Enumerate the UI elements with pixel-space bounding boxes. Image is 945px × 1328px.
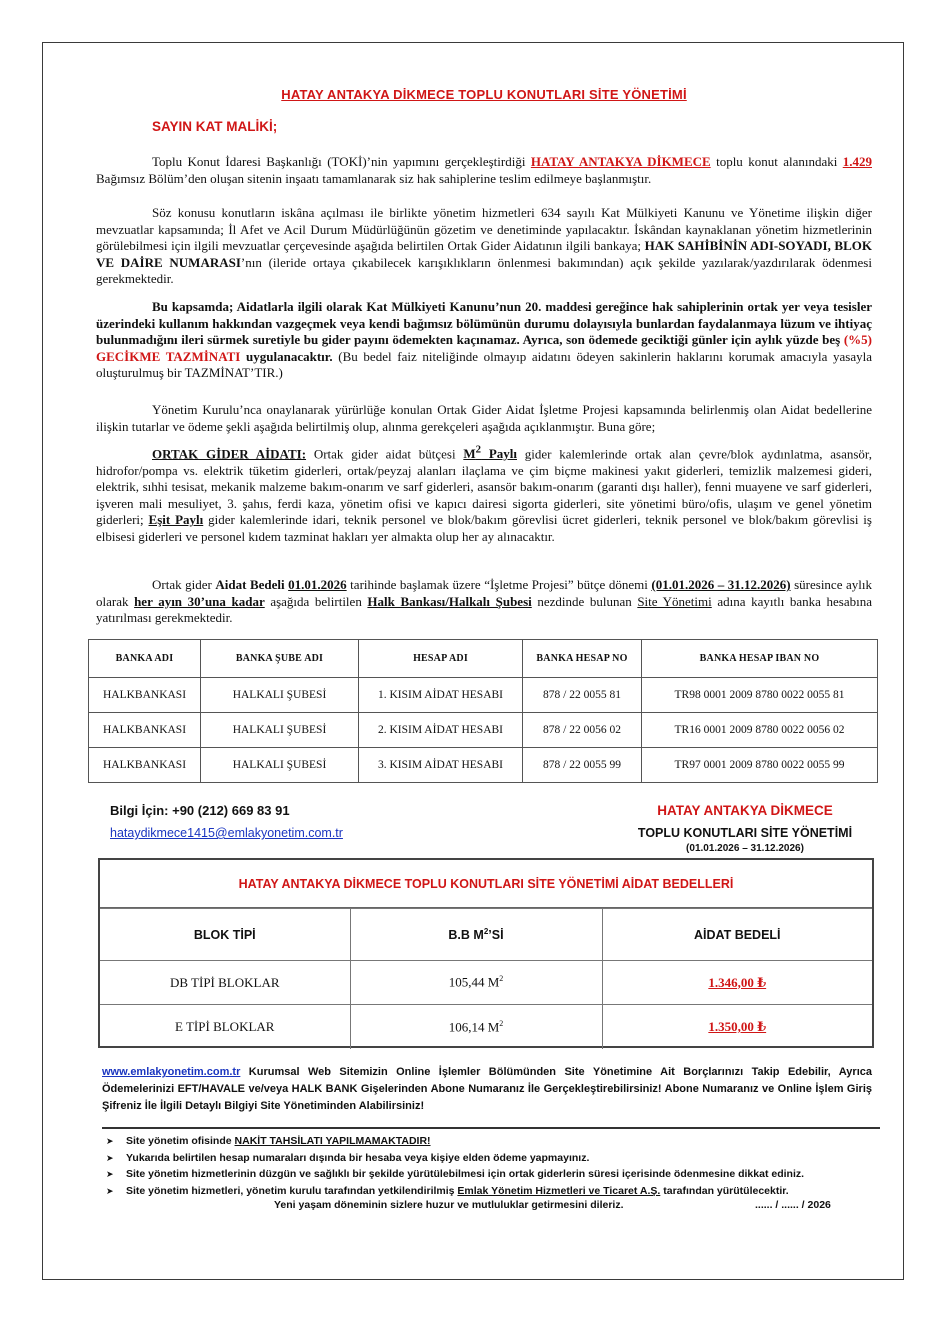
paragraph-payment: Ortak gider Aidat Bedeli 01.01.2026 tarihinde başlamak üzere “İşletme Projesi” bütçe dönemi (01.01.2026 – 31.12.2026) süresince aylık olarak her ayın 30’una kadar aşağıda belirtilen Halk Bankası/Halkalı Şubesi nezdinde bulunan Site Yönetimi adına kayıtlı banka hesabına yatırılması gerekmektedir. bbox=[96, 577, 872, 625]
account-name: 3. KISIM AİDAT HESABI bbox=[359, 748, 523, 783]
site-name-highlight: HATAY ANTAKYA DİKMECE bbox=[530, 154, 711, 169]
arrow-bullet-icon: ➤ bbox=[106, 1169, 114, 1179]
table-row bbox=[89, 713, 878, 748]
paragraph-law: Bu kapsamda; Aidatlarla ilgili olarak Kat Mülkiyeti Kanunu’nun 20. maddesi gereğince hak sahiplerinin ortak yer veya tesisler üzerindeki kullanım hakkından vazgeçmek veya kendi bağımsız bölümünün durumu dolayısıyla bunlardan faydalanmaya lüzum ve ihtiyaç bulunmadığını ileri sürmek suretiyle bu gider payını ödemekten kaçınamaz. Ayrıca, son ödemede geciktiği günler için aylık yüzde beş (%5) GECİKME TAZMİNATI uygulanacaktır. (Bu bedel faiz niteliğinde olmayıp aidatını ödeyen sakinlerin haklarını korumak amacıyla yasayla oluşturulmuş bir TAZMİNAT’TIR.) bbox=[96, 299, 872, 380]
website-link[interactable]: www.emlakyonetim.com.tr bbox=[102, 1066, 241, 1078]
account-name: 1. KISIM AİDAT HESABI bbox=[359, 678, 523, 713]
list-item: ➤ Yukarıda belirtilen hesap numaraları dışında bir hesaba veya kişiye elden ödeme yapmayınız. bbox=[102, 1150, 880, 1167]
branch-name: HALKALI ŞUBESİ bbox=[201, 748, 359, 783]
list-item: ➤ Site yönetim hizmetlerinin düzgün ve sağlıklı bir şekilde yürütülebilmesi için ortak giderlerin süresi içerisinde ödenmesine dikkat ediniz. bbox=[102, 1166, 880, 1183]
arrow-bullet-icon: ➤ bbox=[106, 1136, 114, 1146]
salutation: SAYIN KAT MALİKİ; bbox=[152, 119, 278, 134]
fee-table-box bbox=[98, 858, 874, 1048]
block-fee: 1.350,00 ₺ bbox=[602, 1005, 872, 1049]
account-no: 878 / 22 0055 99 bbox=[523, 748, 642, 783]
block-type: DB TİPİ BLOKLAR bbox=[100, 961, 350, 1005]
iban: TR97 0001 2009 8780 0022 0055 99 bbox=[642, 748, 878, 783]
page-title: HATAY ANTAKYA DİKMECE TOPLU KONUTLARI SİTE YÖNETİMİ bbox=[281, 87, 687, 102]
paragraph-regulations: Söz konusu konutların iskâna açılması ile birlikte yönetim hizmetleri 634 sayılı Kat Mülkiyeti Kanunu ve Yönetime ilişkin diğer mevzuatlar kapsamında; İl Afet ve Acil Durum Müdürlüğünün gözetim ve denetiminde yapılacaktır. İskândan kaynaklanan yönetim hizmetlerinin görülebilmesi için ilgili mevzuatlar çerçevesinde aşağıda belirtilen Ortak Gider Aidatının ilgili bankaya; HAK SAHİBİNİN ADI-SOYADI, BLOK VE DAİRE NUMARASI’nın (ileride ortaya çıkabilecek karışıklıkların önlenmesi bakımından) açık şekilde yazılarak/yazdırılarak ödenmesi gerekmektedir. bbox=[96, 205, 872, 286]
bank-account-table bbox=[88, 639, 878, 783]
document-page bbox=[42, 42, 904, 1280]
block-area: 105,44 $M^2$ bbox=[350, 961, 602, 1005]
bank-name: HALKBANKASI bbox=[89, 678, 201, 713]
table-row bbox=[89, 748, 878, 783]
branch-name: HALKALI ŞUBESİ bbox=[201, 678, 359, 713]
paragraph-intro: Toplu Konut İdaresi Başkanlığı (TOKİ)’nin yapımını gerçekleştirdiği HATAY ANTAKYA DİKMECE toplu konut alanındaki 1.429 Bağımsız Bölüm’den oluşan sitenin inşaatı tamamlanarak siz hak sahiplerine teslim edilmeye başlanmıştır. bbox=[96, 154, 872, 186]
bank-table-header bbox=[89, 640, 878, 678]
fee-table bbox=[100, 908, 872, 1049]
fee-table-header bbox=[100, 909, 872, 961]
website-info: www.emlakyonetim.com.tr Kurumsal Web Sitemizin Online İşlemler Bölümünden Site Yönetimine Ait Borçlarınızı Takip Edebilir, Ayrıca Ödemelerinizi EFT/HAVALE ve/veya HALK BANK Gişelerinden Abone Numaranız İle Gerçekleştirebilirsiniz! Abone Numaranız ve Online İşlem Giriş Şifreniz İle İlgili Detaylı Bilgiyi Site Yönetiminden Alabilirsiniz! bbox=[102, 1066, 872, 1112]
header-iban: BANKA HESAP IBAN NO bbox=[642, 640, 878, 678]
block-area: 106,14 $M^2$ bbox=[350, 1005, 602, 1049]
iban: TR16 0001 2009 8780 0022 0056 02 bbox=[642, 713, 878, 748]
paragraph-common-expense: ORTAK GİDER AİDATI: Ortak gider aidat bütçesi $M^2$ Paylı gider kalemlerinde ortak alan çevre/blok aydınlatma, asansör, hidrofor/pompa vs. elektrik tüketim giderleri, ortak/peyzaj alanları ilaçlama ve çim biçme makinesi yakıt giderleri, temizlik malzemesi gideri, elektrik, sıhhi tesisat, mekanik malzeme bakım-onarım ve sarf giderleri, asansör bakım-onarım (garanti dışı haller), fenni muayene ve sarf giderleri, işveren mali mesuliyet, 3. şahıs, ferdi kaza, yönetim ofisi ve kapıcı dairesi sigorta giderleri, site yönetimi büro/ofis, ulaşım ve genel yönetim giderleri; Eşit Paylı gider kalemlerinde idari, teknik personel ve blok/bakım görevlisi ücret giderleri, teknik personel ve blok/bakım görevlisi iş elbisesi giderleri ve personel kıdem tazminat hakları yer almakta olup her ay alınacaktır. bbox=[96, 444, 872, 544]
signature-period: (01.01.2026 – 31.12.2026) bbox=[686, 843, 804, 854]
closing-message: Yeni yaşam döneminin sizlere huzur ve mutluluklar getirmesini dileriz. bbox=[274, 1199, 624, 1211]
block-fee: 1.346,00 ₺ bbox=[602, 961, 872, 1005]
phone-number: Bilgi İçin: +90 (212) 669 83 91 bbox=[110, 803, 290, 818]
bank-name: HALKBANKASI bbox=[89, 713, 201, 748]
branch-name: HALKALI ŞUBESİ bbox=[201, 713, 359, 748]
list-item: ➤ Site yönetim ofisinde NAKİT TAHSİLATI YAPILMAMAKTADIR! bbox=[102, 1133, 880, 1150]
late-fee-highlight: (%5) GECİKME TAZMİNATI bbox=[96, 332, 872, 364]
unit-count: 1.429 bbox=[842, 154, 872, 169]
paragraph-project: Yönetim Kurulu’nca onaylanarak yürürlüğe konulan Ortak Gider Aidat İşletme Projesi kapsamında belirlenmiş olan Aidat bedellerine ilişkin tutarlar ve ödeme şekli aşağıda belirtilmiş olup, alınma gerekçeleri aşağıda açıklanmıştır. Buna göre; bbox=[96, 402, 872, 434]
header-account-no: BANKA HESAP NO bbox=[523, 640, 642, 678]
signature-site-name: HATAY ANTAKYA DİKMECE bbox=[657, 803, 833, 818]
email-link[interactable]: hataydikmece1415@emlakyonetim.com.tr bbox=[110, 826, 343, 840]
closing-date: ...... / ...... / 2026 bbox=[755, 1199, 831, 1211]
account-name: 2. KISIM AİDAT HESABI bbox=[359, 713, 523, 748]
header-area: B.B $M^2’Sİ$ bbox=[350, 909, 602, 961]
table-row bbox=[89, 678, 878, 713]
management-signature bbox=[614, 803, 876, 854]
list-item: ➤ Site yönetim hizmetleri, yönetim kurulu tarafından yetkilendirilmiş Emlak Yönetim Hizmetleri ve Ticaret A.Ş. tarafından yürütülecektir. bbox=[102, 1183, 880, 1200]
block-type: E TİPİ BLOKLAR bbox=[100, 1005, 350, 1049]
arrow-bullet-icon: ➤ bbox=[106, 1152, 114, 1163]
header-account-name: HESAP ADI bbox=[359, 640, 523, 678]
notes-list bbox=[102, 1133, 880, 1199]
account-no: 878 / 22 0056 02 bbox=[523, 713, 642, 748]
header-fee: AİDAT BEDELİ bbox=[602, 909, 872, 961]
contact-info bbox=[110, 803, 343, 840]
divider bbox=[102, 1127, 880, 1129]
iban: TR98 0001 2009 8780 0022 0055 81 bbox=[642, 678, 878, 713]
header-block-type: BLOK TİPİ bbox=[100, 909, 350, 961]
bank-name: HALKBANKASI bbox=[89, 748, 201, 783]
account-no: 878 / 22 0055 81 bbox=[523, 678, 642, 713]
header-bank-name: BANKA ADI bbox=[89, 640, 201, 678]
table-row bbox=[100, 961, 872, 1005]
table-row bbox=[100, 1005, 872, 1049]
signature-management: TOPLU KONUTLARI SİTE YÖNETİMİ bbox=[637, 826, 853, 840]
header-branch-name: BANKA ŞUBE ADI bbox=[201, 640, 359, 678]
arrow-bullet-icon: ➤ bbox=[106, 1185, 114, 1196]
fee-table-title: HATAY ANTAKYA DİKMECE TOPLU KONUTLARI SİTE YÖNETİMİ AİDAT BEDELLERİ bbox=[100, 860, 872, 908]
